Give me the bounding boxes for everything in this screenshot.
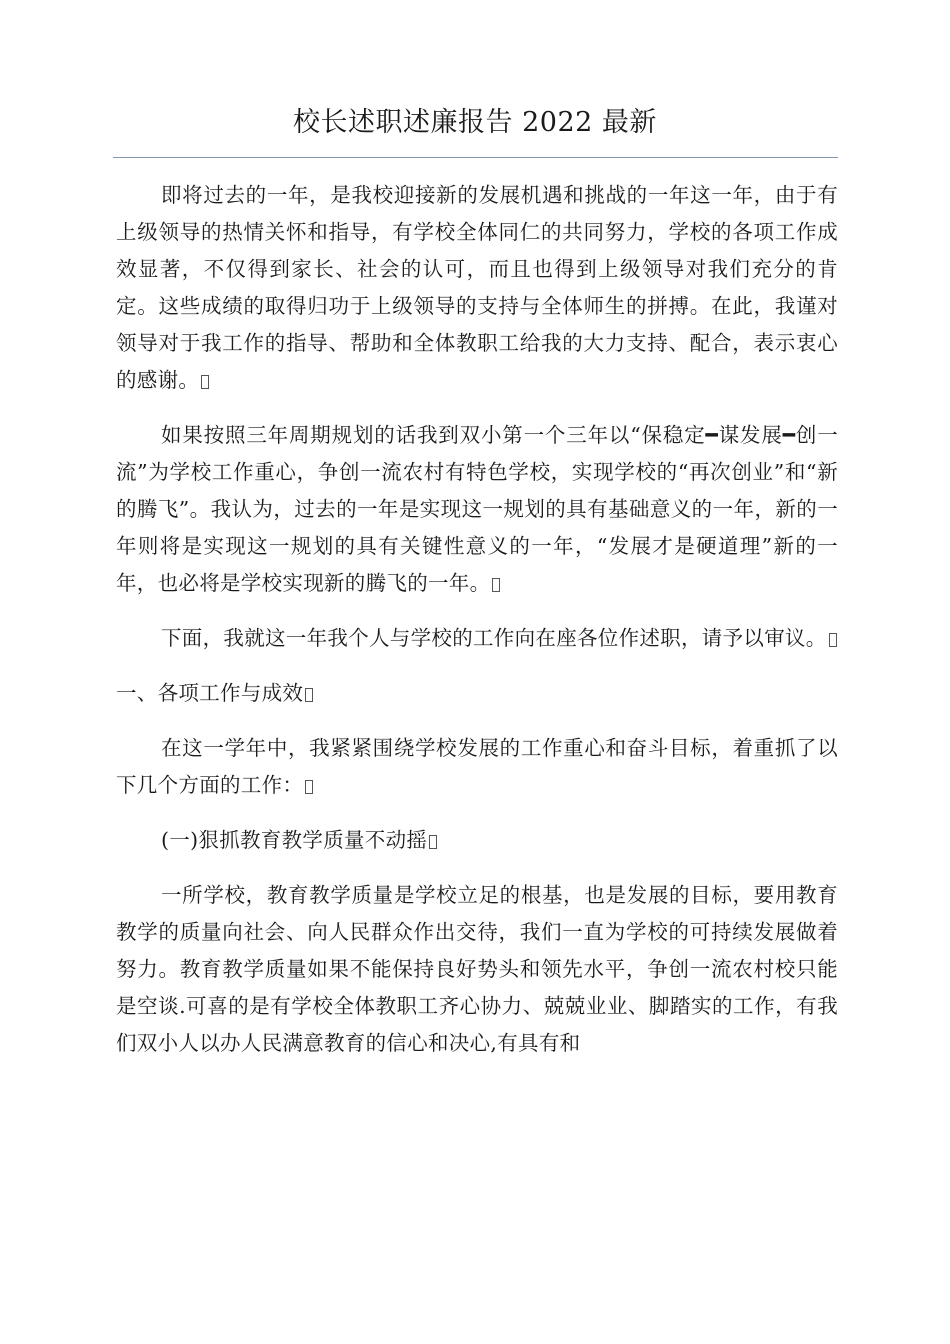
heading-text: 一、各项工作与成效 [116,681,304,705]
document-body [116,177,838,1080]
paragraph-text: 一所学校，教育教学质量是学校立足的根基，也是发展的目标，要用教育教学的质量向社会、向人民群众作出交待，我们一直为学校的可持续发展做着努力。教育教学质量如果不能保持良好势头和领先水平，争创一流农村校只能是空谈.可喜的是有学校全体教职工齐心协力、兢兢业业、脚踏实的工作，有我们双小人以办人民满意教育的信心和决心,有具有和 [116,883,838,1055]
section-heading [116,675,838,712]
paragraph-mark-icon [429,835,437,849]
document-title: 校长述职述廉报告 2022 最新 [293,107,657,138]
paragraph-text: 下面，我就这一年我个人与学校的工作向在座各位作述职，请予以审议。 [161,626,827,650]
paragraph-mark-icon [305,688,313,702]
paragraph [116,417,838,602]
paragraph [116,730,838,804]
heading-text: (一)狠抓教育教学质量不动摇 [161,828,428,852]
paragraph-text: 在这一学年中，我紧紧围绕学校发展的工作重心和奋斗目标，着重抓了以下几个方面的工作： [116,736,838,797]
paragraph [116,620,838,657]
subsection-heading [116,822,838,859]
paragraph-mark-icon [492,578,500,592]
paragraph-mark-icon [305,780,313,794]
title-divider [113,157,838,158]
paragraph [116,877,838,1062]
paragraph-text: 即将过去的一年，是我校迎接新的发展机遇和挑战的一年这一年，由于有上级领导的热情关怀和指导，有学校全体同仁的共同努力，学校的各项工作成效显著，不仅得到家长、社会的认可，而且也得到上级领导对我们充分的肯定。这些成绩的取得归功于上级领导的支持与全体师生的拼搏。在此，我谨对领导对于我工作的指导、帮助和全体教职工给我的大力支持、配合，表示衷心的感谢。 [116,183,838,392]
paragraph-text: 如果按照三年周期规划的话我到双小第一个三年以“保稳定━谋发展━创一流”为学校工作重心，争创一流农村有特色学校，实现学校的“再次创业”和“新的腾飞”。我认为，过去的一年是实现这一规划的具有基础意义的一年，新的一年则将是实现这一规划的具有关键性意义的一年，“发展才是硬道理”新的一年，也必将是学校实现新的腾飞的一年。 [116,423,838,595]
paragraph-mark-icon [201,375,209,389]
paragraph [116,177,838,399]
paragraph-mark-icon [829,633,837,647]
